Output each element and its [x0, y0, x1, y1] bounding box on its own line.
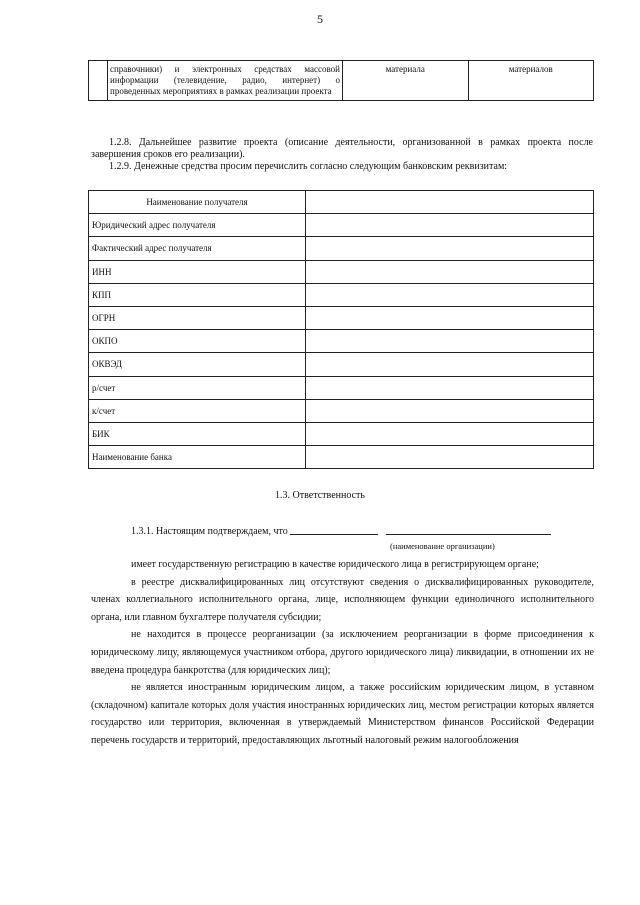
- value-kpp[interactable]: [306, 283, 594, 306]
- table-row: [89, 283, 594, 306]
- label-okved: ОКВЭД: [89, 353, 306, 376]
- label-actual-address: Фактический адрес получателя: [89, 237, 306, 260]
- table-row: [89, 422, 594, 445]
- label-inn: ИНН: [89, 260, 306, 283]
- table-cell-value-2: материалов: [468, 61, 594, 101]
- value-legal-address[interactable]: [306, 214, 594, 237]
- table-row: [89, 330, 594, 353]
- confirmation-line: [131, 526, 551, 537]
- paragraph-1-2-9: 1.2.9. Денежные средства просим перечислить согласно следующим банковским реквизитам:: [109, 161, 508, 172]
- table-row: [89, 214, 594, 237]
- organization-name-blank[interactable]: [290, 534, 378, 535]
- value-bik[interactable]: [306, 422, 594, 445]
- value-bank-name[interactable]: [306, 446, 594, 469]
- table-row: [89, 61, 594, 101]
- responsibility-paragraph: имеет государственную регистрацию в качестве юридического лица в регистрирующем органе;: [131, 559, 539, 570]
- table-cell-index: [89, 61, 108, 101]
- label-bank-name: Наименование банка: [89, 446, 306, 469]
- value-correspondent-account[interactable]: [306, 399, 594, 422]
- section-title: 1.3. Ответственность: [275, 490, 365, 501]
- organization-name-caption: (наименование организации): [390, 541, 495, 551]
- paragraph-1-2-8: 1.2.8. Дальнейшее развитие проекта (описание деятельности, организованной в рамках проекта после завершения сроков его реализации).: [91, 137, 593, 160]
- value-actual-address[interactable]: [306, 237, 594, 260]
- page-number: 5: [317, 12, 323, 26]
- value-ogrn[interactable]: [306, 306, 594, 329]
- responsibility-paragraph: не находится в процессе реорганизации (за исключением реорганизации в форме присоединения к юридическому лицу, являющемуся участником отбора, другого юридического лица) ликвидации, в отношении их не введена процедура банкротства (для юридических лиц);: [91, 629, 594, 676]
- label-kpp: КПП: [89, 283, 306, 306]
- label-recipient-name: Наименование получателя: [89, 191, 306, 214]
- confirmation-text: 1.3.1. Настоящим подтверждаем, что: [131, 526, 288, 537]
- responsibility-paragraph: в реестре дисквалифицированных лиц отсутствуют сведения о дисквалифицированных руководителе, членах коллегиального исполнительного органа, лице, исполняющем функции единоличного исполнительного органа, или главном бухгалтере получателя субсидии;: [91, 576, 594, 623]
- organization-name-blank-2[interactable]: [386, 534, 551, 535]
- table-cell-description: справочники) и электронных средствах массовой информации (телевидение, радио, интернет) о проведенных мероприятиях в рамках реализации проекта: [108, 61, 343, 101]
- label-bik: БИК: [89, 422, 306, 445]
- value-recipient-name[interactable]: [306, 191, 594, 214]
- responsibility-body: [91, 556, 594, 750]
- table-row: [89, 260, 594, 283]
- table-row: [89, 446, 594, 469]
- value-inn[interactable]: [306, 260, 594, 283]
- table-row: [89, 237, 594, 260]
- bank-details-table: [88, 190, 594, 469]
- label-correspondent-account: к/счет: [89, 399, 306, 422]
- table-row: [89, 399, 594, 422]
- table-row: [89, 353, 594, 376]
- table-row: [89, 191, 594, 214]
- label-ogrn: ОГРН: [89, 306, 306, 329]
- table-row: [89, 376, 594, 399]
- responsibility-paragraph: не является иностранным юридическим лицом, а также российским юридическим лицом, в уставном (складочном) капитале которых доля участия иностранных юридических лиц, местом регистрации которых является государство или территория, включенная в утверждаемый Министерством финансов Российской Федерации перечень государств и территорий, предоставляющих льготный налоговый режим налогообложения: [91, 682, 594, 746]
- label-settlement-account: р/счет: [89, 376, 306, 399]
- value-settlement-account[interactable]: [306, 376, 594, 399]
- table-cell-value-1: материала: [343, 61, 469, 101]
- label-okpo: ОКПО: [89, 330, 306, 353]
- label-legal-address: Юридический адрес получателя: [89, 214, 306, 237]
- value-okpo[interactable]: [306, 330, 594, 353]
- report-table-continuation: [88, 60, 594, 101]
- value-okved[interactable]: [306, 353, 594, 376]
- table-row: [89, 306, 594, 329]
